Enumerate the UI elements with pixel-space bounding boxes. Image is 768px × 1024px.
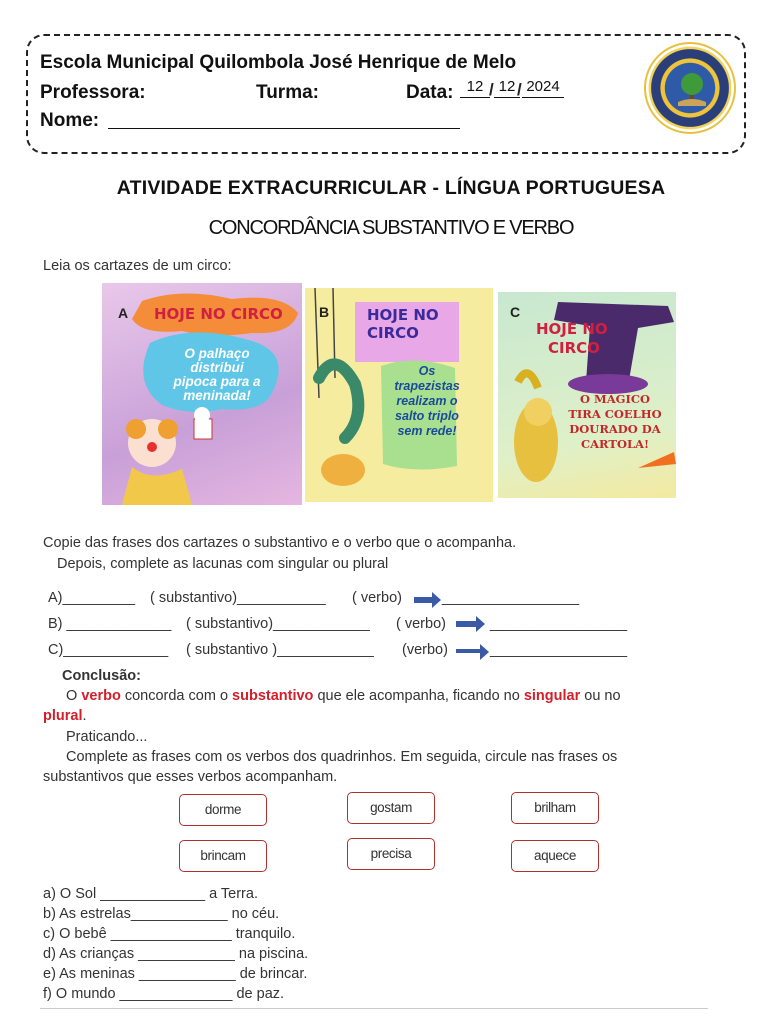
poster-letter: A [118,305,129,321]
word-box: brilham [511,792,599,824]
copy-row-b-prefix[interactable]: B) _____________ [48,616,172,632]
poster-heading-line: CIRCO [367,324,419,342]
poster-heading-line: HOJE NO [536,320,608,338]
word-box: precisa [347,838,435,870]
arrow-right-icon [456,621,478,627]
school-name: Escola Municipal Quilombola José Henrique de Melo [40,52,517,73]
copy-row-c-answer[interactable]: _________________ [490,642,628,658]
poster-text-line: salto triplo [395,409,459,423]
copy-row-a-sub[interactable]: ( substantivo)___________ [150,590,326,606]
conclusion-text [66,688,621,704]
poster-text-line: pipoca para a [173,374,261,389]
poster-a [102,283,302,505]
poster-text-line: TIRA COELHO [568,407,662,421]
practice-label: Praticando... [66,729,148,745]
poster-c [498,292,676,498]
instruction-line: Depois, complete as lacunas com singular ou plural [57,556,389,572]
practice-instruction: Complete as frases com os verbos dos quadrinhos. Em seguida, circule nas frases os [66,749,618,765]
conclusion-verbo: verbo [81,688,121,704]
copy-row-a-answer[interactable]: _________________ [442,590,580,606]
header-box [26,34,746,154]
conclusion-plural: plural [43,708,83,724]
conclusion-fragment: que ele acompanha, ficando no [313,688,524,704]
page-subtitle: CONCORDÂNCIA SUBSTANTIVO E VERBO [208,217,574,239]
conclusion-fragment: . [82,708,87,724]
sentence-item[interactable]: a) O Sol _____________ a Terra. [43,886,258,902]
poster-heading [367,306,439,342]
copy-row-b-verb: ( verbo) [396,616,446,632]
conclusion-label: Conclusão: [62,668,141,684]
date-slash: / [489,80,494,99]
date-month[interactable]: 12 [494,78,520,98]
copy-row-b-answer[interactable]: _________________ [490,616,628,632]
sentence-item[interactable]: d) As crianças ____________ na piscina. [43,946,309,962]
date-year[interactable]: 2024 [522,78,564,98]
poster-heading: HOJE NO CIRCO [154,305,283,323]
page-title: ATIVIDADE EXTRACURRICULAR - LÍNGUA PORTUGUESA [116,177,666,199]
instruction-line: Copie das frases dos cartazes o substantivo e o verbo que o acompanha. [43,535,517,551]
poster-text-line: O palhaço [184,346,250,361]
word-box: aquece [511,840,599,872]
poster-text-line: realizam o [396,394,458,408]
poster-text-line: Os [418,364,436,378]
conclusion-singular: singular [523,688,581,704]
data-label: Data: [406,82,454,103]
conclusion-fragment: O [66,688,82,704]
copy-row-c-sub[interactable]: ( substantivo )____________ [186,642,374,658]
practice-instruction: substantivos que esses verbos acompanham. [43,769,338,785]
professora-label: Professora: [40,82,146,103]
copy-row-b-sub[interactable]: ( substantivo)____________ [186,616,370,632]
arrow-right-icon [414,597,434,603]
date-day[interactable]: 12 [460,78,490,98]
poster-a-text [154,347,280,403]
sentence-item[interactable]: b) As estrelas____________ no céu. [43,906,280,922]
word-box: dorme [179,794,267,826]
page-divider [40,1008,708,1009]
conclusion-fragment: concorda com o [120,688,233,704]
poster-letter: C [510,304,521,320]
poster-b-text [377,364,477,439]
poster-letter: B [319,304,330,320]
word-box: brincam [179,840,267,872]
conclusion-text-end [43,708,87,724]
copy-row-c-prefix[interactable]: C)_____________ [48,642,169,658]
word-box: gostam [347,792,435,824]
date-slash: / [517,80,522,99]
poster-text-line: CARTOLA! [580,437,650,451]
nome-label: Nome: [40,110,100,131]
poster-heading-line: HOJE NO [367,306,439,324]
copy-row-a-verb: ( verbo) [352,590,402,606]
poster-c-text [560,392,670,452]
poster-text-line: meninada! [183,388,251,403]
school-logo-icon [644,42,736,134]
tree-icon [674,70,710,108]
intro-text: Leia os cartazes de um circo: [43,258,232,274]
copy-row-c-verb: (verbo) [402,642,448,658]
poster-text-line: DOURADO DA [569,422,661,436]
poster-text-line: distribui [190,360,244,375]
turma-label: Turma: [256,82,319,103]
poster-text-line: sem rede! [397,424,457,438]
sentence-item[interactable]: f) O mundo ______________ de paz. [43,986,285,1002]
conclusion-substantivo: substantivo [232,688,314,704]
poster-text-line: O MÁGICO [579,392,651,406]
nome-field[interactable] [108,128,460,129]
poster-heading [536,320,608,358]
poster-text-line: trapezistas [394,379,460,393]
conclusion-fragment: ou no [580,688,621,704]
poster-heading-line: CIRCO [548,339,600,357]
sentence-item[interactable]: e) As meninas ____________ de brincar. [43,966,308,982]
arrow-right-icon [456,649,482,653]
poster-b [305,288,493,502]
sentence-item[interactable]: c) O bebê _______________ tranquilo. [43,926,296,942]
copy-row-a-prefix[interactable]: A)_________ [48,590,136,606]
